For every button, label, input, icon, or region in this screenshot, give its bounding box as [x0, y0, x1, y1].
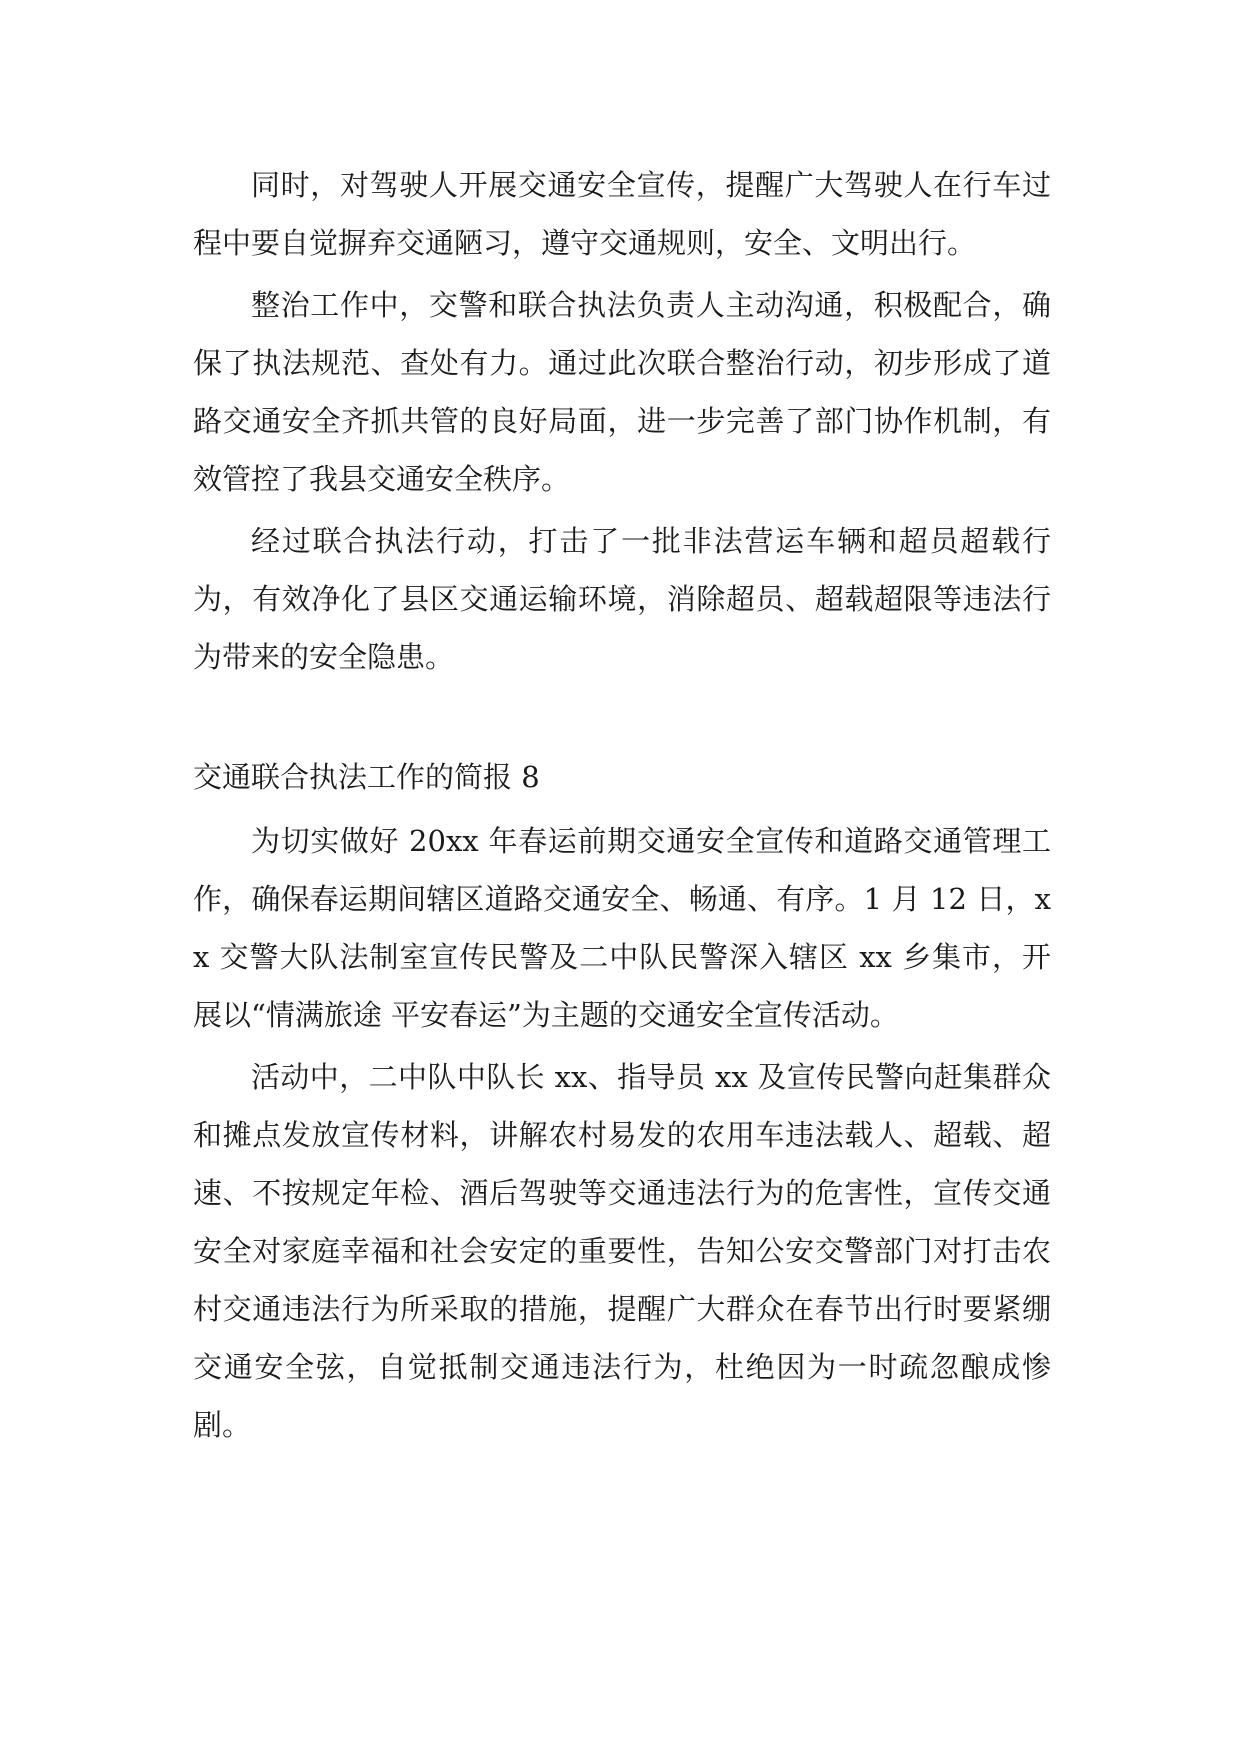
paragraph: 活动中，二中队中队长 xx、指导员 xx 及宣传民警向赶集群众和摊点发放宣传材料，讲解农村易发的农用车违法载人、超载、超速、不按规定年检、酒后驾驶等交通违法行为的危害性，宣传交通安全对家庭幸福和社会安定的重要性，告知公安交警部门对打击农村交通违法行为所采取的措施，提醒广大群众在春节出行时要紧绷交通安全弦，自觉抵制交通违法行为，杜绝因为一时疏忽酿成惨剧。: [193, 1060, 1051, 1442]
document-body: [193, 156, 1051, 1458]
paragraph: 整治工作中，交警和联合执法负责人主动沟通，积极配合，确保了执法规范、查处有力。通过此次联合整治行动，初步形成了道路交通安全齐抓共管的良好局面，进一步完善了部门协作机制，有效管控了我县交通安全秩序。: [193, 288, 1051, 496]
paragraph: 为切实做好 20xx 年春运前期交通安全宣传和道路交通管理工作，确保春运期间辖区道路交通安全、畅通、有序。1 月 12 日，xx 交警大队法制室宣传民警及二中队民警深入辖区 xx 乡集市，开展以“情满旅途 平安春运”为主题的交通安全宣传活动。: [193, 824, 1051, 1032]
paragraph: 经过联合执法行动，打击了一批非法营运车辆和超员超载行为，有效净化了县区交通运输环境，消除超员、超载超限等违法行为带来的安全隐患。: [193, 524, 1051, 674]
paragraph: 同时，对驾驶人开展交通安全宣传，提醒广大驾驶人在行车过程中要自觉摒弃交通陋习，遵守交通规则，安全、文明出行。: [193, 168, 1051, 260]
section-heading: 交通联合执法工作的简报 8: [193, 760, 540, 794]
